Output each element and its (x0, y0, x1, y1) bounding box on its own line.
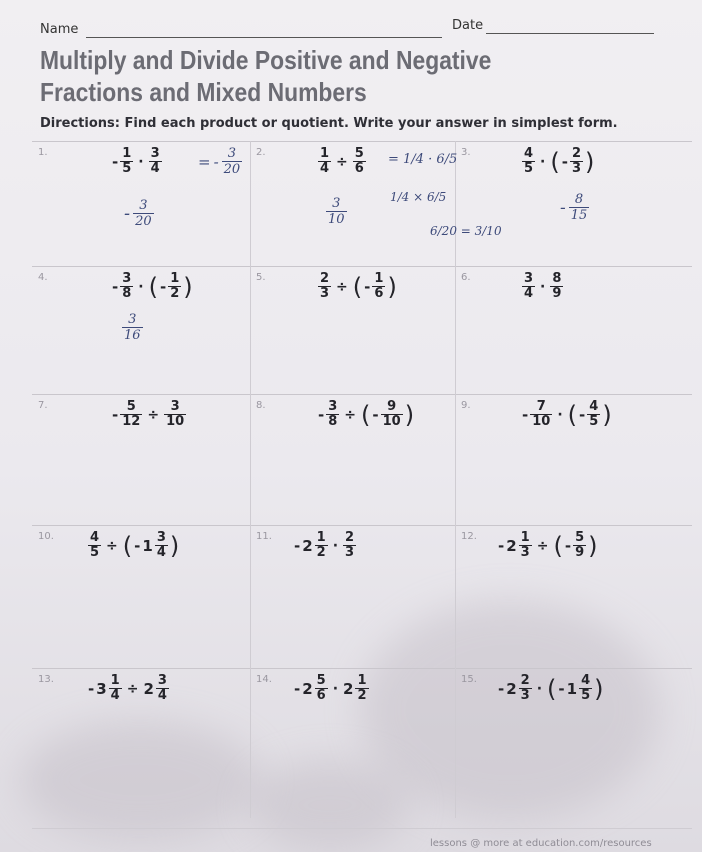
answer-1-work-equals: = (198, 152, 211, 171)
second-operand (353, 272, 397, 301)
first-operand (112, 400, 142, 429)
column-divider (250, 266, 251, 394)
problem-expression (318, 272, 397, 301)
second-operand (547, 674, 603, 703)
first-operand-fraction (318, 272, 331, 301)
answer-2-numerator: 3 (332, 196, 341, 211)
second-operand-fraction (168, 272, 181, 301)
first-operand-whole: 2 (506, 679, 517, 698)
first-operand-sign: - (294, 679, 301, 698)
operator: · (540, 153, 546, 170)
second-operand-denominator: 9 (552, 286, 562, 301)
first-operand-sign: - (294, 536, 301, 555)
first-operand (88, 674, 122, 703)
page-title: Multiply and Divide Positive and Negative Fractions and Mixed Numbers (40, 45, 492, 107)
second-operand-open-paren: ( (361, 400, 371, 429)
second-operand-whole: 1 (566, 679, 578, 698)
second-operand-sign: - (564, 536, 572, 555)
column-divider (250, 141, 251, 266)
first-operand-numerator: 3 (122, 271, 132, 286)
second-operand-fraction (355, 674, 368, 703)
problem-number: 5. (256, 272, 266, 283)
problem-number: 8. (256, 400, 266, 411)
second-operand-sign: - (134, 536, 141, 555)
first-operand (318, 147, 331, 176)
first-operand-fraction (315, 531, 328, 560)
problem-expression (522, 272, 563, 301)
problem-number: 6. (461, 272, 471, 283)
answer-2-denominator: 10 (328, 212, 345, 227)
answer-2-side-result: 6/20 = 3/10 (430, 224, 502, 238)
answer-1-sign: - (124, 203, 131, 224)
first-operand-denominator: 8 (328, 414, 338, 429)
problem-number: 2. (256, 147, 266, 158)
first-operand-denominator: 6 (316, 688, 326, 703)
second-operand-numerator: 5 (575, 530, 585, 545)
second-operand-denominator: 5 (589, 414, 599, 429)
second-operand-numerator: 3 (170, 399, 180, 414)
problem-expression (318, 400, 414, 429)
second-operand-sign: - (372, 405, 379, 424)
first-operand-sign: - (112, 277, 119, 296)
second-operand-sign: - (558, 679, 565, 698)
first-operand (318, 272, 331, 301)
first-operand-fraction (120, 147, 133, 176)
answer-3-denominator: 15 (570, 208, 588, 223)
column-divider (250, 668, 251, 818)
second-operand-numerator: 1 (357, 673, 367, 688)
first-operand-whole: 2 (302, 679, 313, 698)
first-operand (522, 147, 535, 176)
column-divider (455, 394, 456, 525)
problem-expression (522, 400, 612, 429)
second-operand-sign: - (364, 277, 371, 296)
first-operand-fraction (88, 531, 101, 560)
first-operand-denominator: 3 (520, 688, 530, 703)
column-divider (455, 525, 456, 668)
problem-number: 15. (461, 674, 477, 685)
answer-1-fraction (133, 198, 154, 229)
column-divider (455, 668, 456, 818)
first-operand (88, 531, 101, 560)
operator: · (540, 278, 546, 295)
second-operand-denominator: 2 (357, 688, 367, 703)
second-operand-fraction (343, 531, 356, 560)
second-operand-close-paren: ) (588, 531, 598, 560)
answer-1-work-fraction (222, 146, 243, 177)
operator: ÷ (344, 406, 357, 423)
operator: · (536, 680, 543, 697)
answer-2-fraction (326, 196, 347, 227)
operator: ÷ (106, 537, 118, 554)
first-operand (294, 531, 328, 560)
first-operand-fraction (519, 531, 532, 560)
date-label: Date (452, 18, 484, 33)
problem-number: 14. (256, 674, 272, 685)
second-operand-numerator: 3 (157, 673, 167, 688)
first-operand-fraction (522, 272, 535, 301)
second-operand-close-paren: ) (169, 531, 180, 560)
first-operand-denominator: 3 (520, 545, 530, 560)
operator: ÷ (336, 278, 348, 295)
answer-4-fraction (122, 312, 143, 343)
first-operand (522, 400, 552, 429)
second-operand-denominator: 6 (354, 161, 364, 176)
first-operand-whole: 2 (506, 536, 517, 555)
first-operand-denominator: 4 (320, 161, 330, 176)
first-operand-denominator: 10 (532, 414, 551, 429)
first-operand-fraction (318, 147, 331, 176)
second-operand-open-paren: ( (122, 531, 133, 560)
first-operand-fraction (120, 400, 142, 429)
first-operand-denominator: 5 (90, 545, 100, 560)
first-operand-fraction (530, 400, 552, 429)
second-operand-numerator: 3 (156, 530, 166, 545)
first-operand-denominator: 4 (110, 688, 120, 703)
second-operand-fraction (570, 147, 583, 176)
first-operand-denominator: 4 (524, 286, 534, 301)
footer-divider (32, 828, 692, 829)
second-operand-numerator: 9 (387, 399, 397, 414)
name-label: Name (40, 22, 79, 37)
first-operand-numerator: 7 (536, 399, 546, 414)
second-operand-open-paren: ( (148, 272, 158, 301)
operator: ÷ (126, 680, 139, 697)
answer-2-work: = 1/4 · 6/5 (388, 152, 458, 167)
problem-expression (88, 674, 169, 703)
name-line (86, 37, 442, 38)
second-operand-denominator: 10 (166, 414, 185, 429)
answer-4-denominator: 16 (124, 328, 141, 343)
first-operand-fraction (315, 674, 328, 703)
first-operand-numerator: 1 (320, 146, 330, 161)
second-operand (149, 272, 193, 301)
first-operand-numerator: 5 (126, 399, 136, 414)
second-operand-close-paren: ) (404, 400, 415, 429)
first-operand-numerator: 1 (520, 530, 530, 545)
first-operand-sign: - (112, 405, 119, 424)
problem-number: 10. (38, 531, 54, 542)
second-operand-sign: - (579, 405, 586, 424)
second-operand (553, 531, 597, 560)
second-operand-denominator: 6 (374, 286, 384, 301)
second-operand (343, 531, 356, 560)
date-line (486, 33, 654, 34)
second-operand (164, 400, 186, 429)
second-operand-fraction (579, 674, 592, 703)
column-divider (250, 394, 251, 525)
first-operand-denominator: 3 (320, 286, 330, 301)
second-operand-fraction (149, 147, 162, 176)
directions: Directions: Find each product or quotient. Write your answer in simplest form. (40, 116, 618, 131)
second-operand-fraction (381, 400, 403, 429)
second-operand-fraction (550, 272, 563, 301)
second-operand-open-paren: ( (553, 531, 563, 560)
problem-expression (522, 147, 594, 176)
problem-number: 13. (38, 674, 54, 685)
first-operand (522, 272, 535, 301)
answer-1-work-denominator: 20 (223, 162, 241, 177)
operator: · (557, 406, 563, 423)
second-operand-whole: 2 (343, 679, 354, 698)
column-divider (455, 266, 456, 394)
second-operand (343, 674, 368, 703)
first-operand-fraction (326, 400, 339, 429)
first-operand (318, 400, 339, 429)
second-operand-denominator: 3 (571, 161, 582, 176)
first-operand (498, 531, 532, 560)
problem-number: 12. (461, 531, 477, 542)
second-operand-open-paren: ( (550, 147, 560, 176)
first-operand (112, 147, 133, 176)
operator: · (332, 537, 339, 554)
second-operand-fraction (156, 674, 169, 703)
answer-3-numerator: 8 (574, 192, 584, 207)
operator: ÷ (147, 406, 160, 423)
second-operand-denominator: 4 (157, 688, 167, 703)
first-operand-sign: - (318, 405, 325, 424)
operator: ÷ (336, 153, 348, 170)
answer-3-sign: - (560, 197, 566, 218)
second-operand (568, 400, 612, 429)
answer-1-denominator: 20 (135, 214, 152, 229)
first-operand (294, 674, 328, 703)
first-operand-denominator: 5 (524, 161, 534, 176)
first-operand-fraction (109, 674, 122, 703)
second-operand-fraction (587, 400, 600, 429)
problem-expression (498, 531, 597, 560)
second-operand-numerator: 4 (581, 673, 591, 688)
answer-1-work-numerator: 3 (227, 146, 237, 161)
first-operand-denominator: 2 (316, 545, 326, 560)
second-operand-numerator: 2 (345, 530, 355, 545)
problem-number: 11. (256, 531, 272, 542)
second-operand-numerator: 1 (170, 271, 180, 286)
problem-expression (112, 272, 193, 301)
first-operand-numerator: 4 (90, 530, 100, 545)
first-operand-whole: 3 (96, 679, 107, 698)
second-operand-fraction (155, 531, 168, 560)
answer-4 (122, 312, 143, 343)
answer-1-numerator: 3 (139, 198, 148, 213)
first-operand-sign: - (498, 679, 505, 698)
second-operand-close-paren: ) (602, 400, 612, 429)
second-operand-denominator: 5 (581, 688, 591, 703)
second-operand-fraction (573, 531, 586, 560)
second-operand (353, 147, 366, 176)
first-operand (112, 272, 133, 301)
first-operand-numerator: 3 (524, 271, 534, 286)
problem-number: 9. (461, 400, 471, 411)
first-operand-denominator: 12 (122, 414, 141, 429)
problem-expression (294, 531, 356, 560)
second-operand-open-paren: ( (352, 272, 363, 301)
first-operand-numerator: 5 (316, 673, 326, 688)
answer-4-numerator: 3 (128, 312, 137, 327)
first-operand-numerator: 1 (122, 146, 132, 161)
first-operand-denominator: 5 (122, 161, 132, 176)
second-operand-numerator: 2 (571, 146, 582, 161)
first-operand-sign: - (522, 405, 529, 424)
answer-1-work-sign: - (213, 152, 219, 171)
second-operand (149, 147, 162, 176)
problem-number: 3. (461, 147, 471, 158)
second-operand-open-paren: ( (567, 400, 578, 429)
first-operand-sign: - (112, 152, 119, 171)
first-operand-sign: - (88, 679, 95, 698)
footer-credit: lessons @ more at education.com/resources (430, 838, 652, 849)
second-operand-whole: 1 (142, 536, 153, 555)
operator: · (332, 680, 339, 697)
second-operand-sign: - (561, 152, 568, 171)
first-operand-denominator: 8 (122, 286, 132, 301)
second-operand-open-paren: ( (547, 674, 557, 703)
first-operand-numerator: 2 (320, 271, 330, 286)
answer-2 (326, 196, 347, 227)
problem-expression (318, 147, 366, 176)
first-operand-whole: 2 (302, 536, 313, 555)
second-operand (143, 674, 168, 703)
column-divider (250, 525, 251, 668)
second-operand-close-paren: ) (585, 147, 595, 176)
problem-number: 4. (38, 272, 48, 283)
first-operand-numerator: 2 (520, 673, 530, 688)
second-operand-close-paren: ) (387, 272, 397, 301)
problem-expression (112, 400, 186, 429)
operator: · (138, 278, 144, 295)
second-operand-fraction (353, 147, 366, 176)
problem-expression (294, 674, 369, 703)
second-operand-numerator: 3 (150, 146, 160, 161)
second-operand-numerator: 5 (354, 146, 364, 161)
second-operand-close-paren: ) (183, 272, 193, 301)
second-operand-denominator: 4 (156, 545, 166, 560)
problem-number: 7. (38, 400, 48, 411)
second-operand-fraction (164, 400, 186, 429)
problem-number: 1. (38, 147, 48, 158)
answer-1 (124, 198, 154, 229)
second-operand-denominator: 9 (575, 545, 585, 560)
second-operand-whole: 2 (143, 679, 154, 698)
second-operand (550, 272, 563, 301)
answer-2-side-work: 1/4 × 6/5 (390, 190, 447, 204)
answer-3-fraction (569, 192, 590, 223)
answer-3 (560, 192, 589, 223)
second-operand-fraction (372, 272, 385, 301)
answer-1-work (198, 146, 242, 177)
problem-expression (88, 531, 179, 560)
first-operand-numerator: 4 (524, 146, 534, 161)
second-operand-numerator: 1 (374, 271, 384, 286)
operator: ÷ (536, 537, 549, 554)
first-operand-fraction (120, 272, 133, 301)
second-operand-denominator: 3 (345, 545, 355, 560)
second-operand-close-paren: ) (594, 674, 604, 703)
first-operand (498, 674, 532, 703)
second-operand-numerator: 8 (552, 271, 562, 286)
first-operand-fraction (522, 147, 535, 176)
problem-expression (498, 674, 604, 703)
second-operand (361, 400, 414, 429)
second-operand (123, 531, 179, 560)
first-operand-numerator: 3 (328, 399, 338, 414)
second-operand-sign: - (159, 277, 167, 296)
operator: · (138, 153, 144, 170)
second-operand (550, 147, 594, 176)
first-operand-numerator: 1 (110, 673, 120, 688)
second-operand-denominator: 10 (382, 414, 401, 429)
problem-expression (112, 147, 162, 176)
first-operand-numerator: 1 (316, 530, 326, 545)
first-operand-sign: - (498, 536, 505, 555)
second-operand-denominator: 4 (150, 161, 160, 176)
second-operand-numerator: 4 (589, 399, 599, 414)
first-operand-fraction (519, 674, 532, 703)
second-operand-denominator: 2 (170, 286, 180, 301)
